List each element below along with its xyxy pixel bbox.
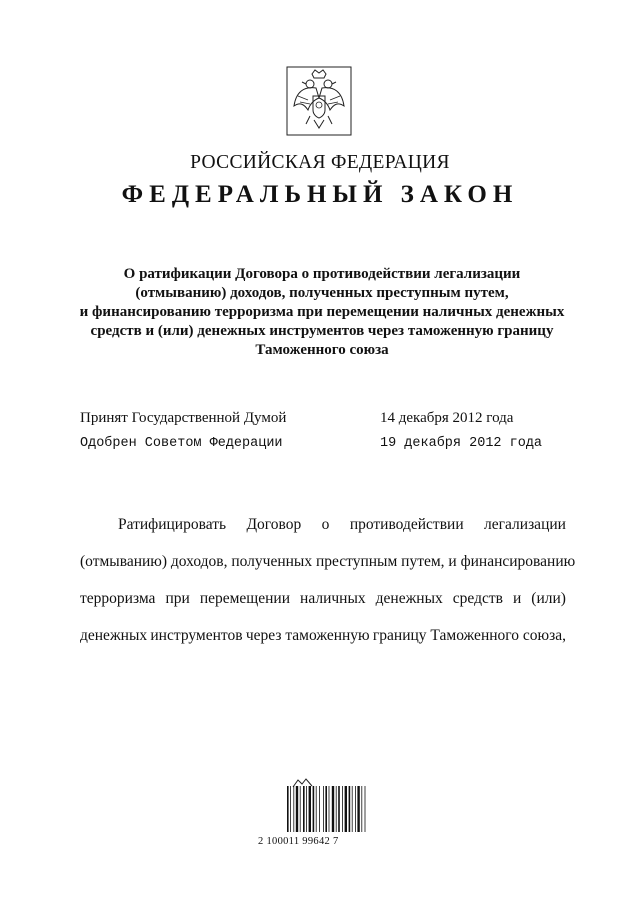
body-word: легализации [484, 516, 566, 533]
body-word: денежных [375, 590, 443, 607]
law-type-title: ФЕДЕРАЛЬНЫЙ ЗАКОН [121, 181, 519, 208]
subject-line: Таможенного союза [255, 342, 389, 358]
body-word: Ратифицировать [118, 516, 227, 533]
council-approval-row [80, 436, 560, 451]
body-word: инструментов [150, 627, 243, 644]
law-body-text [80, 506, 576, 654]
coat-of-arms-icon [286, 66, 352, 136]
body-word: Договор [246, 516, 302, 533]
subject-line: средств и (или) денежных инструментов через таможенную границу [90, 323, 554, 339]
body-line [80, 617, 566, 654]
country-name: РОССИЙСКАЯ ФЕДЕРАЦИЯ [190, 152, 450, 173]
subject-line: (отмыванию) доходов, полученных преступным путем, [135, 285, 509, 301]
barcode-number: 2 100011 99642 7 [258, 836, 339, 847]
subject-line: и финансированию терроризма при перемещении наличных денежных [79, 304, 565, 320]
duma-adoption-row [80, 410, 560, 427]
body-word: перемещении [199, 590, 291, 607]
body-word: (отмыванию) доходов, полученных преступным путем, и финансированию [80, 553, 576, 570]
body-word: наличных [300, 590, 366, 607]
barcode-icon [286, 782, 370, 834]
body-line [80, 580, 566, 617]
duma-date: 14 декабря 2012 года [380, 410, 514, 426]
body-word: и [512, 590, 522, 607]
council-date: 19 декабря 2012 года [380, 436, 543, 451]
duma-label: Принят Государственной Думой [80, 410, 287, 426]
body-word: границу Таможенного союза, [372, 627, 566, 644]
body-word: (или) [531, 590, 566, 607]
subject-line: О ратификации Договора о противодействии легализации [123, 266, 521, 282]
body-word: о [321, 516, 330, 533]
body-word: денежных [80, 627, 148, 644]
body-line [80, 506, 566, 543]
body-word: через таможенную [245, 627, 370, 644]
council-label: Одобрен Советом Федерации [80, 436, 283, 451]
body-word: средств [452, 590, 503, 607]
body-word: терроризма [80, 590, 156, 607]
body-word: при [165, 590, 190, 607]
law-subject [60, 265, 584, 360]
body-line [80, 543, 576, 580]
body-word: противодействии [349, 516, 464, 533]
